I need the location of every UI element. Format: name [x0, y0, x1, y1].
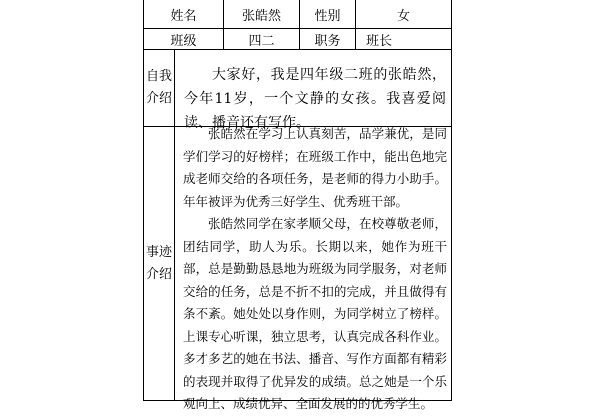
name-value-cell — [223, 0, 299, 28]
position-value: 班长 — [366, 33, 393, 49]
position-label: 职务 — [314, 33, 341, 49]
deeds-label-line1: 事迹 — [145, 244, 172, 260]
gender-label-cell — [299, 0, 355, 28]
deeds-text — [183, 123, 447, 416]
intro-label-line1: 自我 — [145, 69, 172, 84]
gender-value-cell — [355, 0, 452, 28]
class-label: 班级 — [170, 33, 197, 49]
student-info-form — [143, 0, 452, 411]
deeds-label-line2: 介绍 — [145, 266, 172, 282]
position-value-cell — [355, 28, 452, 49]
deeds-paragraph-1: 张皓然在学习上认真刻苦，品学兼优，是同学们学习的好榜样；在班级工作中，能出色地完成老师交给的各项任务，是老师的得力小助手。年年被评为优秀三好学生、优秀班干部。 — [183, 126, 447, 209]
intro-paragraph: 大家好，我是四年级二班的张皓然，今年11岁，一个文静的女孩。我喜爱阅读、播音还有写作。 — [184, 67, 446, 131]
deeds-label-cell — [143, 126, 174, 401]
class-value-cell — [223, 28, 299, 49]
intro-label-cell — [143, 49, 174, 126]
deeds-paragraph-2: 张皓然同学在家孝顺父母，在校尊敬老师，团结同学，助人为乐。长期以来，她作为班干部，总是勤勤恳恳地为班级为同学服务，对老师交给的任务，总是不折不扣的完成，并且做得有条不紊。她处处以身作则，为同学树立了榜样。上课专心听课，独立思考，认真完成各科作业。多才多艺的她在书法、播音、写作方面都有精彩的表现并取得了优异发的成绩。总之她是一个乐观向上、成绩优异、全面发展的的优秀学生。 — [183, 216, 447, 411]
intro-label-line2: 介绍 — [145, 91, 172, 106]
gender-label: 性别 — [314, 8, 341, 24]
position-label-cell — [299, 28, 355, 49]
class-label-cell — [143, 28, 223, 49]
name-value: 张皓然 — [241, 8, 281, 24]
gender-value: 女 — [396, 8, 410, 24]
class-value: 四二 — [248, 33, 275, 49]
name-label: 姓名 — [170, 8, 197, 24]
name-label-cell — [143, 0, 223, 28]
